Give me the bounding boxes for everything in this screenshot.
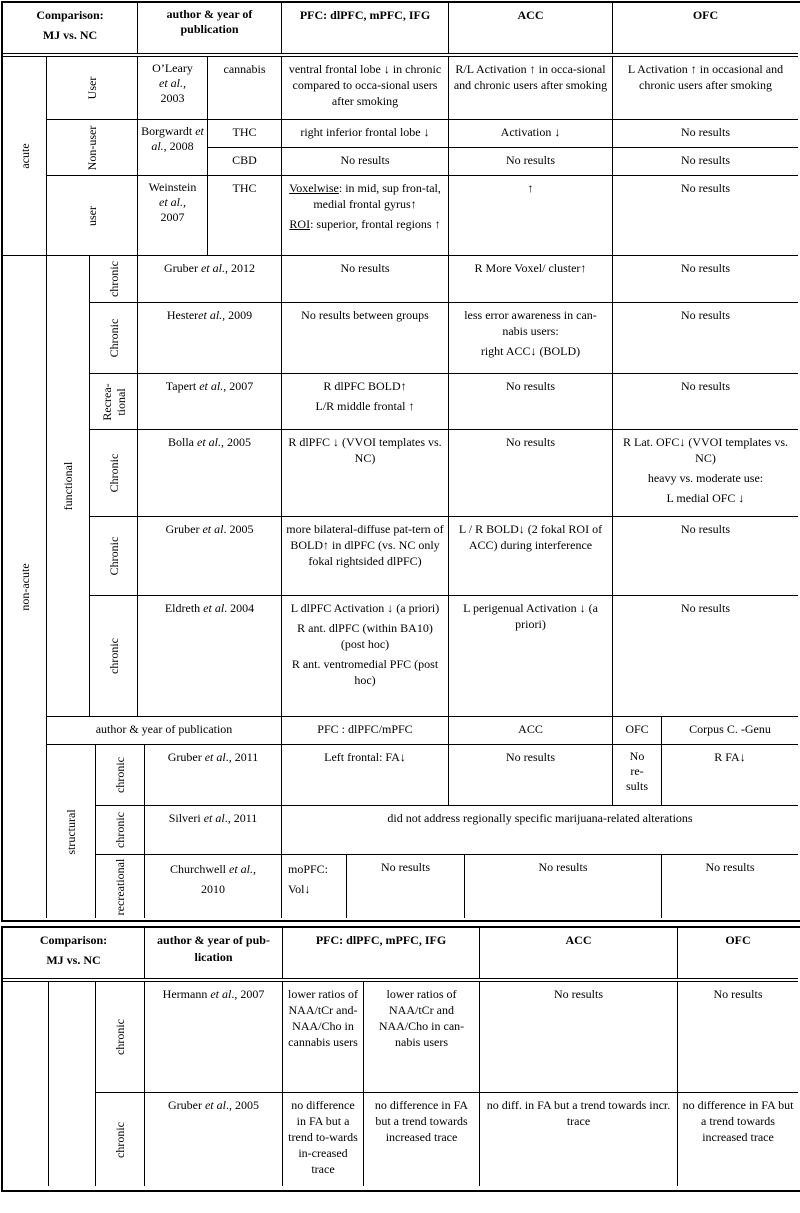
struct-author-silveri: Silveri et al., 2011 — [168, 811, 258, 825]
oleary-acc: R/L Activation ↑ in occa-sional and chronic users after smoking — [453, 62, 608, 92]
t2-header-author-line2: lication — [194, 950, 233, 964]
struct-use-gruber2011-text: chronic — [113, 757, 127, 793]
borgwardt-cbd-pfc: No results — [340, 153, 390, 167]
struct-header-acc: ACC — [518, 722, 543, 736]
borgwardt-thc-acc: Activation ↓ — [500, 125, 561, 139]
func-acc-4: L / R BOLD↓ (2 fokal ROI of ACC) during interference — [458, 522, 603, 552]
func-use-1-text: Chronic — [106, 318, 121, 358]
t2-pfc2-1: no difference in FA but a trend towards increased trace — [374, 1098, 469, 1144]
weinstein-author-1: Weinstein — [148, 180, 197, 194]
func-pfc-1: No results between groups — [301, 308, 429, 322]
t2-header-comparison-line1: Comparison: — [39, 933, 108, 947]
func-use-0 — [90, 256, 137, 302]
header-comparison — [3, 3, 137, 53]
struct-use-silveri-text: chronic — [113, 812, 127, 848]
struct-author-gruber2011: Gruber et al., 2011 — [167, 750, 259, 764]
struct-author-churchwell: Churchwell et al., 2010 — [170, 862, 256, 896]
header-author — [138, 3, 281, 53]
struct-use-gruber2011 — [96, 745, 144, 805]
func-acc-1-line1: less error awareness in can-nabis users: — [464, 308, 597, 338]
comparison-table-1 — [1, 1, 800, 922]
func-author-4: Gruber et al. 2005 — [165, 522, 254, 536]
func-acc-2: No results — [506, 379, 555, 393]
func-ofc-3-line3: L medial OFC ↓ — [666, 491, 745, 505]
struct-header-corpus: Corpus C. -Genu — [689, 722, 771, 736]
func-acc-3: No results — [506, 435, 555, 449]
t2-acc-0: No results — [554, 987, 603, 1001]
struct-pfc1-churchwell: moPFC: Vol↓ — [288, 862, 329, 896]
t2-pfc1-0: lower ratios of NAA/tCr and-NAA/Cho in cannabis users — [288, 987, 358, 1049]
t2-pfc2-0: lower ratios of NAA/tCr and NAA/Cho in can-nabis users — [378, 987, 465, 1049]
t2-header-comparison — [3, 928, 144, 978]
func-ofc-2: No results — [681, 379, 730, 393]
func-use-4-text: Chronic — [106, 536, 121, 576]
header-comparison-line2: MJ vs. NC — [42, 28, 98, 42]
t2-header-pfc: PFC: dlPFC, mPFC, IFG — [315, 933, 447, 947]
func-pfc-2-line2: L/R middle frontal ↑ — [315, 399, 415, 413]
func-author-1: Hesteret al., 2009 — [166, 308, 253, 322]
func-pfc-5-line2: R ant. dlPFC (within BA10) (post hoc) — [297, 621, 433, 651]
func-use-2 — [90, 374, 137, 429]
t2-header-ofc: OFC — [725, 933, 751, 947]
t2-author-1: Gruber et al., 2005 — [168, 1098, 259, 1112]
group-acute-label: acute — [17, 143, 32, 169]
header-author-line2: publication — [180, 22, 239, 36]
weinstein-ofc: No results — [681, 181, 730, 195]
oleary-author — [138, 57, 207, 119]
t2-header-comparison-line2: MJ vs. NC — [46, 953, 101, 967]
weinstein-pfc-label2: ROI — [289, 217, 311, 231]
group-acute — [3, 57, 46, 255]
struct-ofc-gruber2011: No re- sults — [625, 749, 648, 793]
func-pfc-5 — [282, 596, 448, 716]
acute-user-label — [47, 57, 137, 119]
func-ofc-4: No results — [681, 522, 730, 536]
borgwardt-cbd-acc: No results — [506, 153, 555, 167]
func-author-3: Bolla et al., 2005 — [168, 435, 251, 449]
func-use-5-text: chronic — [106, 638, 121, 674]
oleary-author-3: 2003 — [160, 91, 185, 105]
borgwardt-thc-ofc: No results — [681, 125, 730, 139]
t2-header-author-line1: author & year of pub- — [157, 933, 270, 947]
func-pfc-2-line1: R dlPFC BOLD↑ — [323, 379, 407, 393]
t2-acc-1: no diff. in FA but a trend towards incr. trace — [486, 1098, 671, 1128]
oleary-pfc: ventral frontal lobe ↓ in chronic compared to occa-sional users after smoking — [288, 62, 442, 108]
weinstein-author-2: et al., — [159, 195, 186, 209]
struct-header-author: author & year of publication — [95, 722, 233, 736]
weinstein-author — [138, 176, 207, 255]
struct-header-ofc: OFC — [625, 722, 649, 736]
weinstein-substance: THC — [232, 181, 257, 195]
struct-ofc-churchwell: No results — [705, 860, 755, 874]
t2-use-0 — [96, 982, 144, 1092]
func-ofc-5: No results — [681, 601, 730, 615]
t2-ofc-1: no difference in FA but a trend towards increased trace — [682, 1098, 794, 1144]
header-ofc: OFC — [692, 8, 719, 22]
group-functional-label: functional — [61, 461, 75, 511]
func-use-3-text: Chronic — [106, 453, 121, 493]
oleary-ofc: L Activation ↑ in occasional and chronic users after smoking — [627, 62, 784, 92]
func-ofc-1: No results — [681, 308, 730, 322]
func-author-5: Eldreth et al. 2004 — [164, 601, 255, 615]
func-pfc-2 — [282, 374, 448, 429]
struct-pfc2-churchwell: No results — [381, 860, 430, 874]
func-acc-1-line2: right ACC↓ (BOLD) — [480, 344, 581, 358]
t2-author-0: Hermann et al., 2007 — [162, 987, 265, 1001]
func-pfc-4: more bilateral-diffuse pat-tern of BOLD↑ in dlPFC (vs. NC only fokal rightsided dlPFC) — [286, 522, 444, 568]
func-ofc-3-line1: R Lat. OFC↓ (VVOI templates vs. NC) — [623, 435, 788, 465]
func-use-1 — [90, 303, 137, 373]
borgwardt-thc-substance: THC — [232, 125, 257, 139]
group-non-acute — [3, 256, 46, 918]
func-pfc-5-line1: L dlPFC Activation ↓ (a priori) — [290, 601, 440, 615]
weinstein-author-3: 2007 — [160, 210, 185, 224]
t2-use-0-text: chronic — [113, 1019, 127, 1055]
header-pfc: PFC: dlPFC, mPFC, IFG — [299, 8, 431, 22]
weinstein-acc: ↑ — [527, 181, 534, 195]
func-use-5 — [90, 596, 137, 716]
func-ofc-3-line2: heavy vs. moderate use: — [647, 471, 764, 485]
struct-pfc-gruber2011: Left frontal: FA↓ — [324, 750, 406, 764]
oleary-substance: cannabis — [223, 62, 266, 76]
borgwardt-author: Borgwardt et al., 2008 — [141, 124, 204, 153]
group-structural — [47, 745, 95, 918]
t2-pfc1-1: no difference in FA but a trend to-wards in-creased trace — [288, 1098, 358, 1176]
t2-use-1-text: chronic — [113, 1121, 127, 1158]
struct-header-pfc: PFC : dlPFC/mPFC — [317, 722, 413, 736]
oleary-author-1: O’Leary — [152, 61, 193, 75]
func-use-3 — [90, 430, 137, 516]
func-use-0-text: chronic — [106, 261, 121, 297]
t2-ofc-0: No results — [713, 987, 763, 1001]
t2-header-author — [145, 928, 282, 978]
weinstein-pfc — [282, 176, 448, 255]
header-acc: ACC — [517, 8, 544, 22]
acute-user-text: User — [85, 76, 99, 100]
func-acc-0: R More Voxel/ cluster↑ — [474, 261, 587, 275]
acute-user2-text: user — [85, 205, 99, 226]
borgwardt-cbd-substance: CBD — [232, 153, 257, 167]
group-functional — [47, 256, 89, 716]
acute-nonuser-label — [47, 120, 137, 175]
weinstein-pfc-label1: Voxelwise — [289, 181, 339, 195]
group-non-acute-label: non-acute — [17, 563, 32, 611]
acute-user2-label — [47, 176, 137, 255]
oleary-author-2: et al., — [159, 76, 186, 90]
group-structural-label: structural — [64, 808, 78, 855]
t2-use-1 — [96, 1093, 144, 1186]
struct-use-churchwell-text: recreational — [113, 858, 127, 915]
struct-acc-churchwell: No results — [538, 860, 588, 874]
header-author-line1: author & year of — [166, 7, 253, 21]
func-use-2-text: Recrea- tional — [99, 382, 128, 421]
acute-nonuser-text: Non-user — [85, 125, 99, 170]
func-ofc-3 — [613, 430, 798, 516]
struct-corpus-gruber2011: R FA↓ — [714, 750, 746, 764]
func-pfc-5-line3: R ant. ventromedial PFC (post hoc) — [291, 657, 439, 687]
weinstein-pfc-text2: : superior, frontal regions ↑ — [310, 217, 441, 231]
func-acc-5: L perigenual Activation ↓ (a priori) — [463, 601, 598, 631]
struct-acc-gruber2011: No results — [506, 750, 555, 764]
struct-use-churchwell — [96, 855, 144, 918]
weinstein-pfc-text1: : in mid, sup fron-tal, medial frontal gyrus↑ — [313, 181, 441, 211]
func-use-4 — [90, 517, 137, 595]
comparison-table-2 — [1, 926, 800, 1192]
t2-header-acc: ACC — [565, 933, 592, 947]
func-pfc-0: No results — [340, 261, 390, 275]
struct-silveri-text: did not address regionally specific marijuana-related alterations — [387, 811, 693, 825]
struct-use-silveri — [96, 806, 144, 854]
borgwardt-cbd-ofc: No results — [681, 153, 730, 167]
borgwardt-thc-pfc: right inferior frontal lobe ↓ — [300, 125, 430, 139]
func-pfc-3: R dlPFC ↓ (VVOI templates vs. NC) — [288, 435, 442, 465]
func-author-0: Gruber et al., 2012 — [164, 261, 255, 275]
header-comparison-line1: Comparison: — [36, 8, 104, 22]
func-acc-1 — [449, 303, 612, 373]
func-ofc-0: No results — [681, 261, 730, 275]
func-author-2: Tapert et al., 2007 — [165, 379, 254, 393]
